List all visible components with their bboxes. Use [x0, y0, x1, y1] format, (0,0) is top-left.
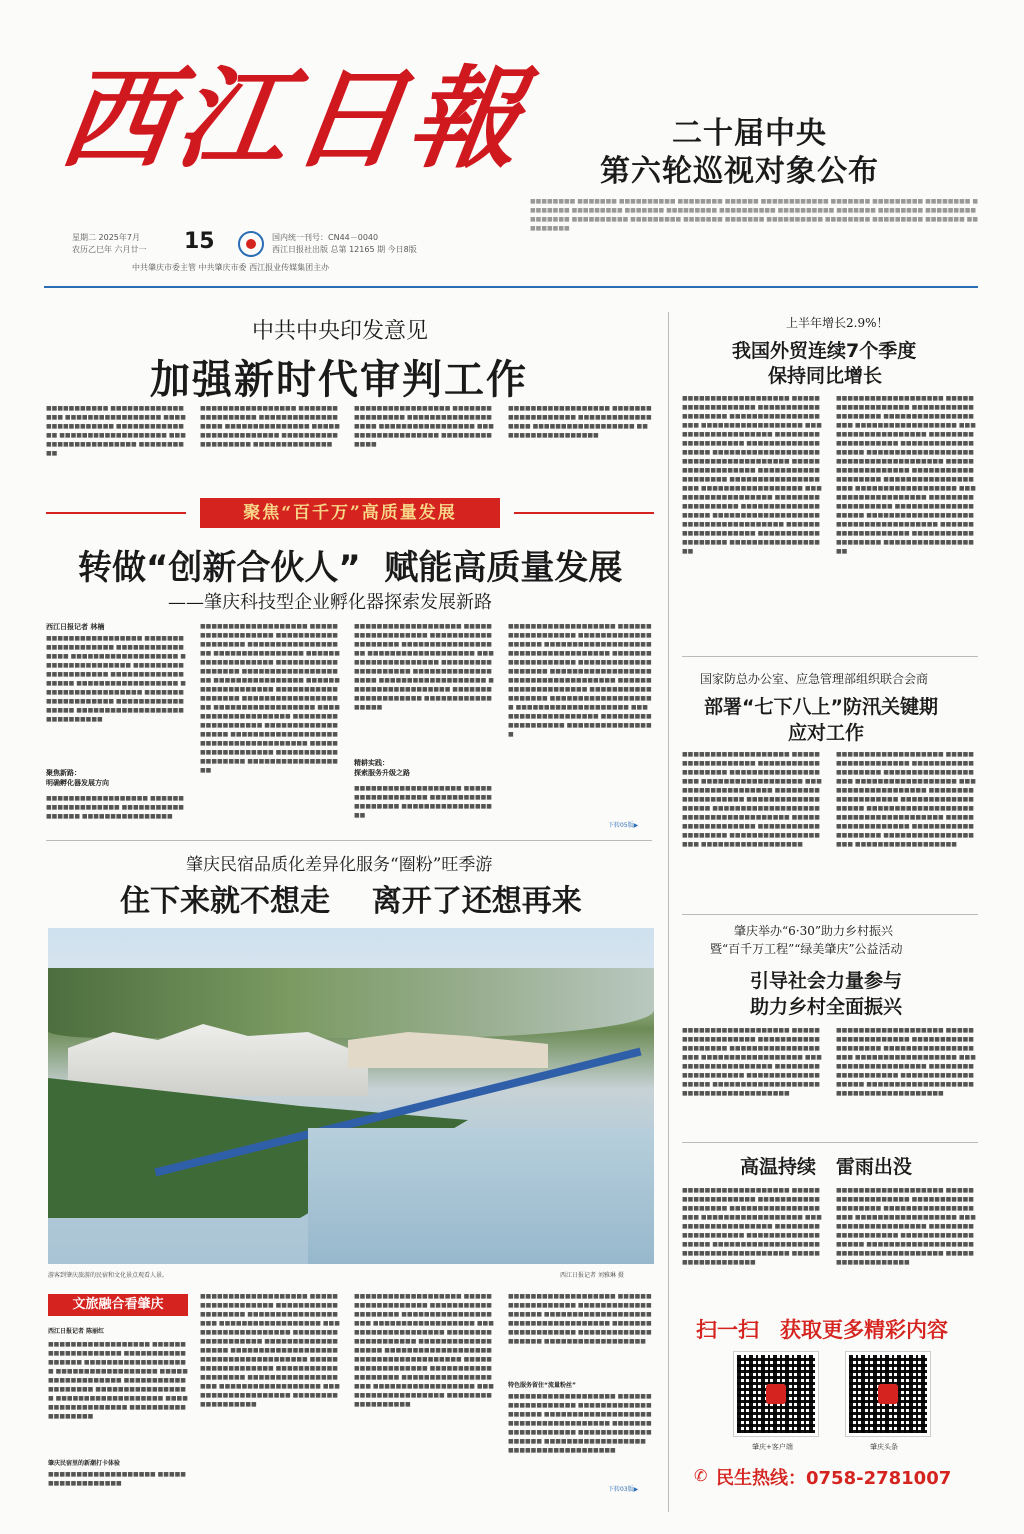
flood-kicker: 国家防总办公室、应急管理部组织联合会商	[700, 672, 929, 686]
issue-publisher: 西江日报社出版 总第 12165 期 今日8版	[272, 245, 417, 254]
qr-logo-icon	[878, 1384, 898, 1404]
issue-sponsor: 中共肇庆市委主管 中共肇庆市委 西江报业传媒集团主办	[132, 263, 330, 272]
weather-headline[interactable]: 高温持续 雷雨出没	[740, 1156, 912, 1178]
homestay-col-1: ■■■■■■■■■■■■■■■■■■ ■■■■■■■■■■■■■■■■■■■ ■■■■■■■■■■■■■■■■■ ■■■■■■■■■■■■■■■■■■■ ■■■■■■■■■■■■■■■■■■ ■■■■■■■■■■■■■■■■■■ ■■■■■■■■■■■■■■■■■■■ ■■■■■■■■■■■■■■■■■ ■■■■■■■■■■■■■■■■■■■ ■■■■■■■■■■■■■■■■■■ ■■■■■■■■■■■■■■■■■■	[48, 1341, 188, 1420]
rural-col-1: ■■■■■■■■■■■■■■■■■■■ ■■■■■■■■■■■■■■■■■■ ■■■■■■■■■■■■■■■■■■■ ■■■■■■■■■■■■■■■■■■■ ■■■■■■■■■■■■■■■■■■ ■■■■■■■■■■■■■■■■■■■ ■■■■■■■■■■■■■■■■■■■ ■■■■■■■■■■■■■■■■■■ ■■■■■■■■■■■■■■■■■■■ ■■■■■■■■■■■■■■■■■■■	[682, 1027, 822, 1097]
incubator-headline[interactable]: 转做“创新合伙人” 赋能高质量发展	[78, 548, 623, 588]
homestay-photo-caption: 游客到肇庆旅游的民宿和文化景点观看人景。	[48, 1272, 169, 1279]
judicial-kicker: 中共中央印发意见	[252, 319, 429, 344]
right-divider-2	[682, 914, 978, 915]
trade-col-1: ■■■■■■■■■■■■■■■■■■■ ■■■■■■■■■■■■■■■■■■ ■■■■■■■■■■■■■■■■■■■ ■■■■■■■■■■■■■■■■■■■ ■■■■■■■■■■■■■■■■■■ ■■■■■■■■■■■■■■■■■■■ ■■■■■■■■■■■■■■■■■■■ ■■■■■■■■■■■■■■■■■■ ■■■■■■■■■■■■■■■■■■■ ■■■■■■■■■■■■■■■■■■■ ■■■■■■■■■■■■■■■■■■ ■■■■■■■■■■■■■■■■■■■ ■■■■■■■■■■■■■■■■■■■ ■■■■■■■■■■■■■■■■■■ ■■■■■■■■■■■■■■■■■■■ ■■■■■■■■■■■■■■■■■■ ■■■■■■■■■■■■■■■■■■■ ■■■■■■■■■■■■■■■■■■■ ■■■■■■■■■■■■■■■■■■ ■■■■■■■■■■■■■■■■■■■ ■■■■■■■■■■■■■■■■■■■ ■■■■■■■■■■■■■■■■■■	[682, 395, 822, 555]
photo-hills	[48, 968, 654, 1038]
homestay-col-2: ■■■■■■■■■■■■■■■■■■■ ■■■■■■■■■■■■■■■■■■ ■■■■■■■■■■■■■■■■■■■ ■■■■■■■■■■■■■■■■■■■ ■■■■■■■■■■■■■■■■■■ ■■■■■■■■■■■■■■■■■■■ ■■■■■■■■■■■■■■■■■■■ ■■■■■■■■■■■■■■■■■■ ■■■■■■■■■■■■■■■■■■■ ■■■■■■■■■■■■■■■■■■■ ■■■■■■■■■■■■■■■■■■ ■■■■■■■■■■■■■■■■■■■ ■■■■■■■■■■■■■■■■■■■ ■■■■■■■■■■■■■■■■■■ ■■■■■■■■■■■■■■■■■■■ ■■■■■■■■■■■■■■■■■■	[200, 1293, 340, 1408]
incubator-subtitle-2: 精耕实践： 探索服务升级之路	[354, 759, 410, 777]
issue-date: 星期二 2025年7月	[72, 233, 140, 242]
promo-more: 获取更多精彩内容	[780, 1318, 948, 1342]
incubator-col-3b: ■■■■■■■■■■■■■■■■■■■ ■■■■■■■■■■■■■■■■■■ ■■■■■■■■■■■■■■■■■■■ ■■■■■■■■■■■■■■■■■■	[354, 785, 492, 819]
section-divider	[46, 840, 652, 841]
incubator-col-1: ■■■■■■■■■■■■■■■■■ ■■■■■■■■■■■■■■■■■■■ ■■■■■■■■■■■■■■■■ ■■■■■■■■■■■■■■■■■■■ ■■■■■■■■■■■■■■■■ ■■■■■■■■■■■■■■■■■■■■ ■■■■■■■■■■■■■■■■■■ ■■■■■■■■■■■■■■■■■■ ■■■■■■■■■■■■■■■■■■ ■■■■■■■■■■■■■■■■■■■ ■■■■■■■■■■■■■■■■■ ■■■■■■■■■■■■■■■■■■■ ■■■■■■■■■■	[46, 635, 186, 723]
masthead-logo: 西江日報	[53, 54, 536, 183]
homestay-subtitle-1: 肇庆民宿里的新潮打卡体验	[48, 1460, 121, 1467]
right-divider-1	[682, 656, 978, 657]
flood-headline-2[interactable]: 应对工作	[788, 722, 865, 744]
qr-code-app[interactable]	[734, 1352, 818, 1436]
top-story-headline-line1[interactable]: 二十届中央	[672, 116, 827, 151]
judicial-col-1: ■■■■■■■■■■■ ■■■■■■■■■■■■■■■■ ■■■■■■■■■■■■■■■■■ ■■■■■■■■■■■■■■■■ ■■■■■■■■■■■■■■ ■■■■■■■■■■■■■■■■■■■ ■■■■■■■■■■■■■■■■■■■ ■■■■■■■■■■	[46, 405, 186, 457]
rural-headline-2[interactable]: 助力乡村全面振兴	[750, 996, 903, 1018]
flood-headline-1[interactable]: 部署“七下八上”防汛关键期	[704, 696, 938, 718]
judicial-col-4: ■■■■■■■■■■■■■■■■■■ ■■■■■■■■■■■■■■■■■■■ ■■■■■■■■■■■■■■■■■ ■■■■■■■■■■■■■■■■■■ ■■■■■■■■■■■■■■■■■■	[508, 405, 652, 439]
issue-cn: 国内统一刊号：CN44－0040	[272, 233, 379, 242]
top-story-text: ■■■■■■■■ ■■■■■■■ ■■■■■■■■■■ ■■■■■■■■ ■■■■■■ ■■■■■■■■■■■■ ■■■■■■■ ■■■■■■■■■ ■■■■■■■■ ■■■■■■■■ ■■■■■■■■■ ■■■■■■■ ■■■■■■■■■ ■■■■■■■■■■ ■■■■■■■■■■ ■■■■■■■ ■■■■■■■■ ■■■■■■■■■ ■■■■■■■ ■■■■■■■■■■ ■■■■■■■■■ ■■■■■■■ ■■■■■■■ ■■■■■■■■■■ ■■■■■■■■ ■■■■■■■■■ ■■■■■■■ ■■■■■■■■■	[530, 198, 979, 232]
incubator-subtitle-1: 聚焦新路： 明确孵化器发展方向	[46, 769, 109, 787]
incubator-col-4: ■■■■■■■■■■■■■■■■■■■ ■■■■■■■■■■■■■■■■■■ ■■■■■■■■■■■■■■■■■■■ ■■■■■■■■■■■■■■■■■■■ ■■■■■■■■■■■■■■■■■■ ■■■■■■■■■■■■■■■■■■■ ■■■■■■■■■■■■■■■■■■■■ ■■■■■■■■■■■■■■■■■■ ■■■■■■■■■■■■■■■■■■■ ■■■■■■■■■■■■■■■■■■■■ ■■■■■■■■■■■■■■■■■■ ■■■■■■■■■■■■■■■■■■■ ■■■■■■■■■■■■■■■■■■■■ ■■■■■■■■■■■■■■■■■■■ ■■■■■■■■■■■■■■■■■■■ ■■■■■■■■■■■■■■■■	[508, 623, 652, 738]
homestay-photo-credit: 西江日报记者 刘雅琳 摄	[560, 1272, 624, 1279]
qr-headlines-label: 肇庆头条	[870, 1443, 898, 1451]
photo-river	[308, 1128, 654, 1264]
banner-line-right	[514, 512, 654, 514]
phone-icon: ✆	[694, 1466, 708, 1485]
top-story-headline-line2[interactable]: 第六轮巡视对象公布	[600, 154, 879, 189]
qr-logo-icon	[766, 1384, 786, 1404]
column-divider	[668, 312, 669, 1512]
homestay-byline: 西江日报记者 陈丽红	[48, 1328, 105, 1335]
homestay-kicker: 肇庆民宿品质化差异化服务“圈粉”旺季游	[186, 855, 493, 875]
weather-col-2: ■■■■■■■■■■■■■■■■■■■ ■■■■■■■■■■■■■■■■■■ ■■■■■■■■■■■■■■■■■■■ ■■■■■■■■■■■■■■■■■■■ ■■■■■■■■■■■■■■■■■■ ■■■■■■■■■■■■■■■■■■■ ■■■■■■■■■■■■■■■■■■■ ■■■■■■■■■■■■■■■■■■ ■■■■■■■■■■■■■■■■■■■ ■■■■■■■■■■■■■■■■■■■ ■■■■■■■■■■■■■■■■■■	[836, 1187, 976, 1266]
homestay-col-3: ■■■■■■■■■■■■■■■■■■■ ■■■■■■■■■■■■■■■■■■ ■■■■■■■■■■■■■■■■■■■ ■■■■■■■■■■■■■■■■■■■ ■■■■■■■■■■■■■■■■■■ ■■■■■■■■■■■■■■■■■■■ ■■■■■■■■■■■■■■■■■■■ ■■■■■■■■■■■■■■■■■■ ■■■■■■■■■■■■■■■■■■■ ■■■■■■■■■■■■■■■■■■■ ■■■■■■■■■■■■■■■■■■ ■■■■■■■■■■■■■■■■■■■ ■■■■■■■■■■■■■■■■■■■ ■■■■■■■■■■■■■■■■■■ ■■■■■■■■■■■■■■■■■■■ ■■■■■■■■■■■■■■■■■■	[354, 1293, 494, 1408]
banner-line-left	[46, 512, 186, 514]
qr-code-headlines[interactable]	[846, 1352, 930, 1436]
judicial-headline[interactable]: 加强新时代审判工作	[150, 357, 528, 403]
incubator-col-2: ■■■■■■■■■■■■■■■■■■■ ■■■■■■■■■■■■■■■■■■ ■■■■■■■■■■■■■■■■■■■ ■■■■■■■■■■■■■■■■■■ ■■■■■■■■■■■■■■■■ ■■■■■■■■■■■■■■■■■■■ ■■■■■■■■■■■■■■■■■■ ■■■■■■■■■■■■■■■■■■■ ■■■■■■■■■■■■■■■■ ■■■■■■■■■■■■■■■■■■■ ■■■■■■■■■■■■■■■■■■ ■■■■■■■■■■■■■■■■■■■ ■■■■■■■■■■■■■■■■■■ ■■■■■■■■■■■■■■■■■■■■ ■■■■■■■■■■■■■■■■■■■ ■■■■■■■■■■■■■■■■■■ ■■■■■■■■■■■■■■■■■■■ ■■■■■■■■■■■■■■■■■■■ ■■■■■■■■■■■■■■■■■■ ■■■■■■■■■■■■■■■■■■■ ■■■■■■■■■■■■■■■■■■	[200, 623, 340, 774]
issue-day: 15	[184, 229, 215, 254]
homestay-photo	[48, 928, 654, 1264]
homestay-continued[interactable]: 下转03版▶	[608, 1486, 639, 1493]
flood-col-2: ■■■■■■■■■■■■■■■■■■■ ■■■■■■■■■■■■■■■■■■ ■■■■■■■■■■■■■■■■■■■ ■■■■■■■■■■■■■■■■■■■ ■■■■■■■■■■■■■■■■■■ ■■■■■■■■■■■■■■■■■■■ ■■■■■■■■■■■■■■■■■■■ ■■■■■■■■■■■■■■■■■■ ■■■■■■■■■■■■■■■■■■■ ■■■■■■■■■■■■■■■■■■■ ■■■■■■■■■■■■■■■■■■ ■■■■■■■■■■■■■■■■■■■ ■■■■■■■■■■■■■■■■■■■ ■■■■■■■■■■■■■■■■■■	[836, 751, 976, 848]
rural-kicker-1: 肇庆举办“6·30”助力乡村振兴	[734, 924, 893, 938]
right-divider-3	[682, 1142, 978, 1143]
logo-icon	[238, 231, 264, 257]
banner-label: 聚焦“百千万”高质量发展	[200, 498, 500, 528]
rural-headline-1[interactable]: 引导社会力量参与	[750, 970, 903, 992]
incubator-col-3: ■■■■■■■■■■■■■■■■■■■ ■■■■■■■■■■■■■■■■■■ ■■■■■■■■■■■■■■■■■■■ ■■■■■■■■■■■■■■■■■■ ■■■■■■■■■■■■■■■■■■■ ■■■■■■■■■■■■■■■■■■ ■■■■■■■■■■■■■■■■■■■ ■■■■■■■■■■■■■■■■■■ ■■■■■■■■■■■■■■■■■■■ ■■■■■■■■■■■■■■■■■■ ■■■■■■■■■■■■■■■■■■■ ■■■■■■■■■■■■■■■■■	[354, 623, 494, 711]
incubator-subhead: ——肇庆科技型企业孵化器探索发展新路	[168, 592, 492, 613]
homestay-col-1b: ■■■■■■■■■■■■■■■■■■■ ■■■■■■■■■■■■■■■■■■	[48, 1471, 186, 1487]
homestay-section-tag: 文旅融合看肇庆	[48, 1294, 188, 1316]
trade-col-2: ■■■■■■■■■■■■■■■■■■■ ■■■■■■■■■■■■■■■■■■ ■■■■■■■■■■■■■■■■■■■ ■■■■■■■■■■■■■■■■■■■ ■■■■■■■■■■■■■■■■■■ ■■■■■■■■■■■■■■■■■■■ ■■■■■■■■■■■■■■■■■■■ ■■■■■■■■■■■■■■■■■■ ■■■■■■■■■■■■■■■■■■■ ■■■■■■■■■■■■■■■■■■■ ■■■■■■■■■■■■■■■■■■ ■■■■■■■■■■■■■■■■■■■ ■■■■■■■■■■■■■■■■■■■ ■■■■■■■■■■■■■■■■■■ ■■■■■■■■■■■■■■■■■■■ ■■■■■■■■■■■■■■■■■■ ■■■■■■■■■■■■■■■■■■■ ■■■■■■■■■■■■■■■■■■■ ■■■■■■■■■■■■■■■■■■ ■■■■■■■■■■■■■■■■■■■ ■■■■■■■■■■■■■■■■■■■ ■■■■■■■■■■■■■■■■■■	[836, 395, 976, 555]
header-rule	[44, 286, 978, 288]
trade-headline-2[interactable]: 保持同比增长	[768, 365, 883, 387]
incubator-byline: 西江日报记者 林楠	[46, 623, 105, 631]
homestay-col-4b: ■■■■■■■■■■■■■■■■■■■ ■■■■■■■■■■■■■■■■■■ ■■■■■■■■■■■■■■■■■■■ ■■■■■■■■■■■■■■■■■■■ ■■■■■■■■■■■■■■■■■■ ■■■■■■■■■■■■■■■■■■■ ■■■■■■■■■■■■■■■■■■■ ■■■■■■■■■■■■■■■■■■ ■■■■■■■■■■■■■■■■■■■	[508, 1393, 652, 1454]
weather-col-1: ■■■■■■■■■■■■■■■■■■■ ■■■■■■■■■■■■■■■■■■ ■■■■■■■■■■■■■■■■■■■ ■■■■■■■■■■■■■■■■■■■ ■■■■■■■■■■■■■■■■■■ ■■■■■■■■■■■■■■■■■■■ ■■■■■■■■■■■■■■■■■■■ ■■■■■■■■■■■■■■■■■■ ■■■■■■■■■■■■■■■■■■■ ■■■■■■■■■■■■■■■■■■■ ■■■■■■■■■■■■■■■■■■	[682, 1187, 822, 1266]
judicial-col-2: ■■■■■■■■■■■■■■■■■ ■■■■■■■■■■■■■■■■■ ■■■■■■■■■■■■■■■■■■ ■■■■■■■■■■■■■■■ ■■■■■■■■■■■■■■■■■■■ ■■■■■■■■■■■■■■■■■■■ ■■■■■■■■■■■■■■	[200, 405, 340, 448]
homestay-headline[interactable]: 住下来就不想走 离开了还想再来	[120, 884, 582, 919]
judicial-col-3: ■■■■■■■■■■■■■■■■■ ■■■■■■■■■■■■■■■■ ■■■■■■■■■■■■■■■■■■■ ■■■■■■■■■■■■■■■■■ ■■■■■■■■■■■■■■■■■■ ■■■■■■■■■■■■■	[354, 405, 494, 448]
qr-app-label: 肇庆+客户端	[752, 1443, 793, 1451]
flood-col-1: ■■■■■■■■■■■■■■■■■■■ ■■■■■■■■■■■■■■■■■■ ■■■■■■■■■■■■■■■■■■■ ■■■■■■■■■■■■■■■■■■■ ■■■■■■■■■■■■■■■■■■ ■■■■■■■■■■■■■■■■■■■ ■■■■■■■■■■■■■■■■■■■ ■■■■■■■■■■■■■■■■■■ ■■■■■■■■■■■■■■■■■■■ ■■■■■■■■■■■■■■■■■■■ ■■■■■■■■■■■■■■■■■■ ■■■■■■■■■■■■■■■■■■■ ■■■■■■■■■■■■■■■■■■■ ■■■■■■■■■■■■■■■■■■	[682, 751, 822, 848]
issue-lunar: 农历乙巳年 六月廿一	[72, 245, 147, 254]
promo-scan: 扫一扫	[696, 1318, 759, 1342]
incubator-continued[interactable]: 下转05版▶	[608, 822, 639, 829]
incubator-col-1b: ■■■■■■■■■■■■■■■■■■ ■■■■■■■■■■■■■■■■■■■ ■■■■■■■■■■■■■■■■■ ■■■■■■■■■■■■■■■■	[46, 795, 184, 820]
homestay-col-4: ■■■■■■■■■■■■■■■■■■■ ■■■■■■■■■■■■■■■■■■ ■■■■■■■■■■■■■■■■■■■ ■■■■■■■■■■■■■■■■■■■ ■■■■■■■■■■■■■■■■■■ ■■■■■■■■■■■■■■■■■■■ ■■■■■■■■■■■■■■■■■■■ ■■■■■■■■■■■■■■■■■■	[508, 1293, 652, 1345]
rural-kicker-2: 暨“百千万工程”“绿美肇庆”公益活动	[710, 942, 903, 956]
hotline[interactable]: 民生热线：0758-2781007	[716, 1468, 952, 1489]
homestay-subtitle-2: 特色服务留住“流量粉丝”	[508, 1382, 576, 1389]
trade-kicker: 上半年增长2.9%！	[786, 316, 889, 330]
rural-col-2: ■■■■■■■■■■■■■■■■■■■ ■■■■■■■■■■■■■■■■■■ ■■■■■■■■■■■■■■■■■■■ ■■■■■■■■■■■■■■■■■■■ ■■■■■■■■■■■■■■■■■■ ■■■■■■■■■■■■■■■■■■■ ■■■■■■■■■■■■■■■■■■■ ■■■■■■■■■■■■■■■■■■ ■■■■■■■■■■■■■■■■■■■ ■■■■■■■■■■■■■■■■■■■	[836, 1027, 976, 1097]
trade-headline-1[interactable]: 我国外贸连续7个季度	[732, 340, 917, 362]
